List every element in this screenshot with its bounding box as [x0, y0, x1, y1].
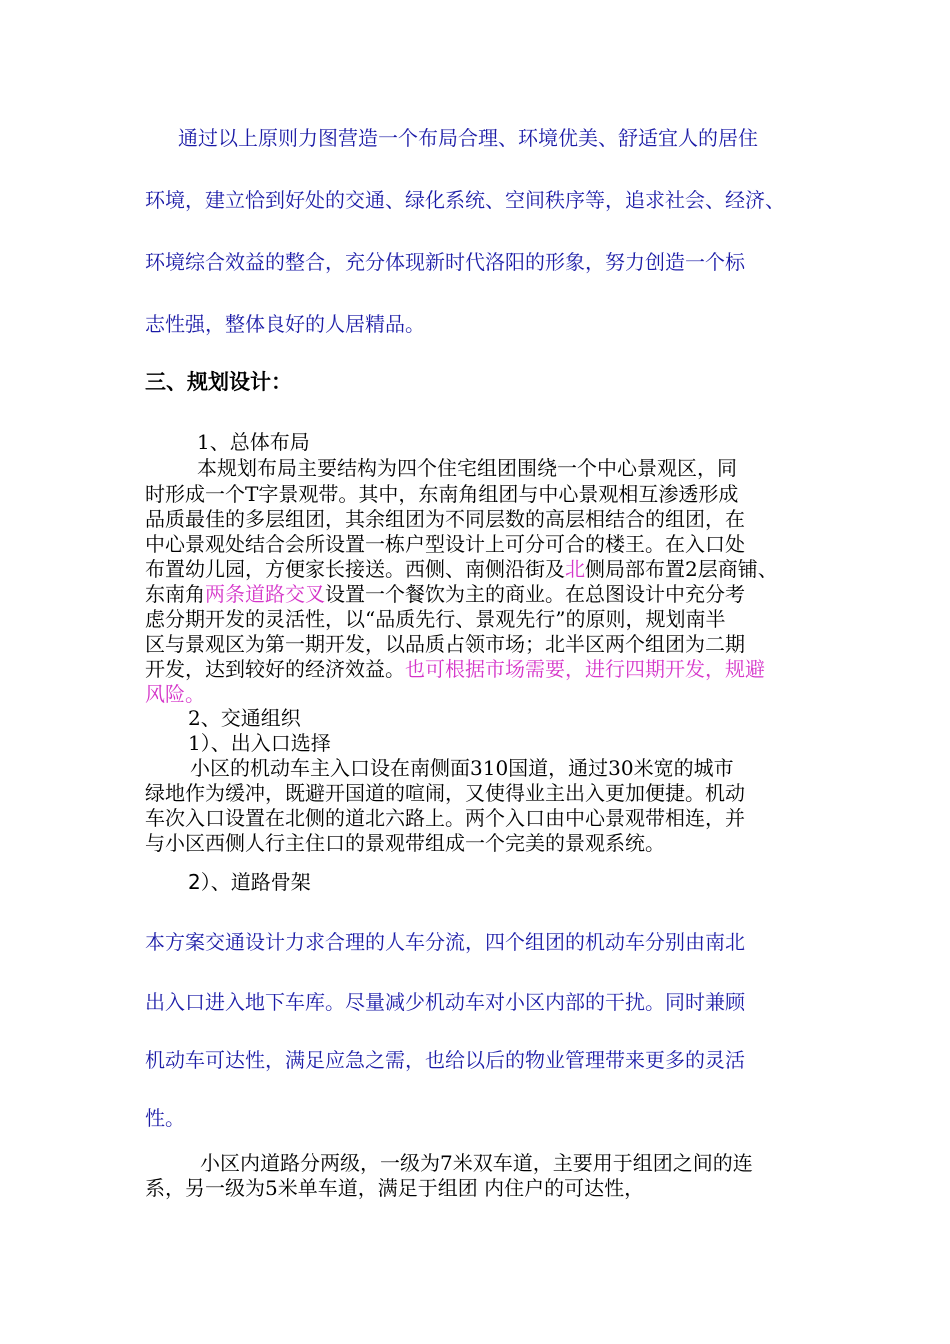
overall-layout-line-11: 风险。 [145, 682, 205, 706]
overall-layout-line-2: 时形成一个T字景观带。其中，东南角组团与中心景观相互渗透形成 [145, 482, 739, 506]
road-framework-line-3: 机动车可达性，满足应急之需，也给以后的物业管理带来更多的灵活 [145, 1048, 745, 1072]
section-heading: 三、规划设计： [145, 370, 292, 394]
overall-layout-line-6-part1: 西侧、南侧沿街及 [405, 557, 565, 581]
entrance-heading: 1）、出入口选择 [188, 731, 331, 755]
entrance-line-2: 绿地作为缓冲，既避开国道的喧闹，又使得业主出入更加便捷。机动 [145, 781, 745, 805]
overall-layout-line-9: 区与景观区为第一期开发，以品质占领市场；北半区两个组团为二期 [145, 632, 745, 656]
intro-line-1: 通过以上原则力图营造一个布局合理、环境优美、舒适宜人的居住 [178, 126, 758, 150]
overall-layout-line-8: 虑分期开发的灵活性，以“品质先行、景观先行”的原则，规划南半 [145, 607, 726, 631]
overall-layout-line-5-text: 布置幼儿园，方便家长接送。 [145, 557, 405, 581]
intro-line-4: 志性强，整体良好的人居精品。 [145, 312, 425, 336]
overall-layout-line-7-part2: 设置一个餐饮为主的商业。在总图设计中充分考 [325, 582, 745, 606]
overall-layout-line-5 [145, 557, 810, 581]
overall-layout-line-7-highlight: 两条道路交叉 [205, 582, 325, 606]
overall-layout-line-6-highlight: 北 [565, 557, 585, 581]
road-framework-line-1: 本方案交通设计力求合理的人车分流，四个组团的机动车分别由南北 [145, 930, 745, 954]
traffic-heading: 2、交通组织 [188, 706, 301, 730]
overall-layout-line-4: 中心景观处结合会所设置一栋户型设计上可分可合的楼王。在入口处 [145, 532, 745, 556]
intro-line-2: 环境，建立恰到好处的交通、绿化系统、空间秩序等，追求社会、经济、 [145, 188, 785, 212]
overall-layout-line-7 [145, 582, 810, 606]
entrance-line-3: 车次入口设置在北侧的道北六路上。两个入口由中心景观带相连，并 [145, 806, 745, 830]
overall-layout-line-6-part2: 侧局部布置2层商铺、 [585, 557, 778, 581]
road-framework-heading: 2）、道路骨架 [188, 870, 311, 894]
internal-roads-line-1: 小区内道路分两级，一级为7米双车道，主要用于组团之间的连 [200, 1151, 753, 1175]
overall-layout-line-10-part1: 开发，达到较好的经济效益。 [145, 657, 405, 681]
overall-layout-line-1: 本规划布局主要结构为四个住宅组团围绕一个中心景观区，同 [197, 456, 737, 480]
overall-layout-heading: 1、总体布局 [197, 430, 310, 454]
entrance-line-1: 小区的机动车主入口设在南侧面310国道，通过30米宽的城市 [190, 756, 734, 780]
road-framework-line-2: 出入口进入地下车库。尽量减少机动车对小区内部的干扰。同时兼顾 [145, 990, 745, 1014]
intro-line-3: 环境综合效益的整合，充分体现新时代洛阳的形象，努力创造一个标 [145, 250, 745, 274]
overall-layout-line-10 [145, 657, 810, 681]
overall-layout-line-7-part1: 东南角 [145, 582, 205, 606]
overall-layout-line-10-highlight: 也可根据市场需要，进行四期开发，规避 [405, 657, 765, 681]
road-framework-line-4: 性。 [145, 1106, 185, 1130]
overall-layout-line-3: 品质最佳的多层组团，其余组团为不同层数的高层相结合的组团，在 [145, 507, 745, 531]
internal-roads-line-2: 系，另一级为5米单车道，满足于组团 内住户的可达性， [145, 1176, 645, 1200]
entrance-line-4: 与小区西侧人行主住口的景观带组成一个完美的景观系统。 [145, 831, 665, 855]
